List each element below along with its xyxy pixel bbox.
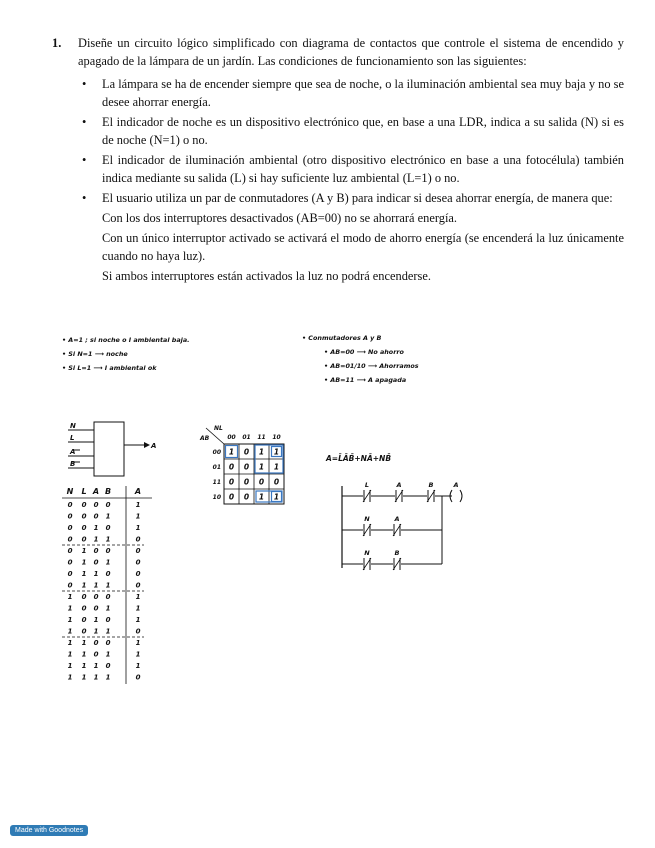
contact (393, 515, 401, 536)
table-cell: 0 (81, 501, 87, 509)
kmap-col-label: 00 (227, 434, 236, 441)
contact (393, 549, 401, 570)
table-cell: 1 (67, 639, 73, 647)
condition-item: • El indicador de noche es un dispositivo electrónico que, en base a una LDR, indica a su salida (N) si es de noche (N=1) o no. (82, 115, 624, 147)
table-cell: 0 (81, 512, 87, 521)
table-cell: 1 (93, 535, 99, 544)
table-cell: 0 (81, 535, 87, 544)
kmap-corner-label: AB (200, 435, 210, 442)
table-cell: 0 (105, 616, 111, 624)
kmap-cell: 1 (273, 492, 280, 502)
contact-label: L (364, 481, 370, 489)
note-line: • AB=01/10 ⟶ Ahorramos (324, 362, 419, 370)
contact-label: A (394, 515, 400, 523)
handwritten-notes-right (302, 331, 419, 387)
table-cell: 1 (93, 616, 99, 624)
table-cell: 1 (135, 593, 141, 601)
table-cell: 0 (105, 593, 111, 601)
table-cell: 0 (93, 593, 99, 601)
table-cell: 1 (105, 512, 111, 521)
contact-label: N (364, 515, 370, 523)
kmap-cell: 0 (243, 447, 250, 457)
input-label: L (70, 434, 75, 442)
kmap-cell: 0 (258, 477, 265, 487)
condition-item: • El usuario utiliza un par de conmutadores (A y B) para indicar si desea ahorrar energía, de manera que: Con los dos interruptores desactivados (AB=00) no se ahorrará energía. Con un único interruptor activado se activará el modo de ahorro energía (se encenderá la luz únicamente cuando no haya luz). Si ambos interruptores están activados la luz no podrá encenderse. (82, 191, 624, 283)
contact (395, 481, 403, 502)
contact (363, 481, 371, 502)
table-cell: 0 (135, 547, 141, 555)
handwritten-notes-left (62, 333, 190, 375)
block-diagram (60, 418, 160, 482)
table-cell: 0 (93, 650, 99, 659)
table-cell: 1 (81, 547, 87, 555)
table-cell: 1 (81, 650, 87, 659)
table-cell: 0 (67, 581, 73, 590)
bullet-icon: • (82, 153, 87, 167)
table-cell: 1 (105, 558, 111, 567)
conditions-list (52, 75, 624, 285)
karnaugh-map (200, 422, 300, 518)
arrow-icon (144, 442, 150, 448)
table-cell: 1 (67, 604, 73, 613)
table-cell: 1 (135, 524, 141, 532)
table-cell: 0 (105, 524, 111, 532)
input-label: A (70, 448, 76, 456)
sub-line: Con los dos interruptores desactivados (AB=00) no se ahorrará energía. (102, 211, 457, 225)
table-cell: 1 (93, 673, 99, 682)
table-cell: 0 (93, 501, 99, 509)
goodnotes-badge: Made with Goodnotes (10, 825, 88, 836)
table-cell: 0 (93, 512, 99, 521)
table-cell: 1 (81, 662, 87, 670)
table-cell: 1 (67, 673, 73, 682)
kmap-cell: 0 (243, 492, 250, 502)
table-cell: 1 (105, 581, 111, 590)
note-line: • Si L=1 ⟶ I ambiental ok (62, 364, 157, 372)
bullet-icon: • (82, 191, 87, 205)
table-cell: 1 (67, 616, 73, 624)
table-cell: 0 (93, 547, 99, 555)
table-cell: 1 (105, 604, 111, 613)
table-cell: 0 (81, 604, 87, 613)
contact-label: A (396, 481, 402, 489)
problem-number: 1. (52, 36, 62, 50)
table-cell: 0 (93, 604, 99, 613)
table-cell: 1 (81, 581, 87, 590)
table-cell: 1 (81, 570, 87, 578)
table-cell: 1 (93, 570, 99, 578)
table-cell: 0 (81, 524, 87, 532)
kmap-cell: 1 (228, 447, 235, 457)
table-cell: 1 (93, 524, 99, 532)
table-cell: 1 (105, 627, 111, 636)
problem-statement (52, 34, 624, 287)
kmap-cell: 0 (243, 462, 250, 472)
table-header: N (66, 487, 74, 496)
table-header: L (81, 487, 87, 496)
kmap-row-label: 10 (212, 494, 221, 501)
ladder-diagram (334, 474, 484, 584)
table-cell: 1 (67, 662, 73, 670)
table-cell: 0 (135, 581, 141, 590)
expression-text: A=L̄ĀB̄+NĀ+NB̄ (326, 454, 392, 463)
table-cell: 1 (135, 616, 141, 624)
input-label: N (70, 422, 76, 430)
contact (363, 549, 371, 570)
table-cell: 1 (105, 673, 111, 682)
problem-intro: Diseñe un circuito lógico simplificado con diagrama de contactos que controle el sistema de encendido y apagado de la lámpara de un jardín. Las condiciones de funcionamiento son las siguientes: (78, 36, 624, 68)
table-header: A (134, 487, 142, 496)
table-cell: 0 (105, 570, 111, 578)
contact-label: B (394, 549, 400, 557)
table-cell: 0 (81, 627, 87, 636)
note-line: • AB=11 ⟶ A apagada (324, 376, 407, 384)
kmap-cell: 0 (243, 477, 250, 487)
kmap-row-label: 00 (212, 449, 221, 456)
contact (427, 481, 435, 502)
table-cell: 0 (67, 501, 73, 509)
table-cell: 1 (135, 604, 141, 613)
kmap-cell: 1 (273, 447, 280, 457)
table-header: A (92, 487, 100, 496)
table-cell: 0 (135, 570, 141, 578)
table-cell: 1 (93, 627, 99, 636)
kmap-cell: 0 (273, 477, 280, 487)
kmap-corner-label: NL (214, 425, 223, 432)
table-cell: 1 (81, 639, 87, 647)
logic-block (94, 422, 124, 476)
table-cell: 0 (81, 616, 87, 624)
table-cell: 0 (67, 547, 73, 555)
coil-label: A (453, 481, 459, 489)
sub-line: Si ambos interruptores están activados la luz no podrá encenderse. (102, 269, 431, 283)
bullet-icon: • (82, 115, 87, 129)
note-title: • Conmutadores A y B (302, 334, 382, 342)
table-cell: 0 (135, 535, 141, 544)
note-line: • A=1 ; si noche o I ambiental baja. (62, 336, 190, 344)
table-cell: 0 (135, 558, 141, 567)
kmap-cell: 1 (258, 462, 265, 472)
table-cell: 0 (105, 547, 111, 555)
condition-item: • El indicador de iluminación ambiental (otro dispositivo electrónico en base a una fotocélula) también indica mediante su salida (L) si hay suficiente luz ambiental (L=1) o no. (82, 153, 624, 185)
table-cell: 0 (93, 639, 99, 647)
kmap-cell: 1 (258, 492, 265, 502)
table-cell: 1 (67, 627, 73, 636)
table-cell: 1 (105, 535, 111, 544)
kmap-cell: 1 (258, 447, 265, 457)
contact-label: B (428, 481, 434, 489)
table-cell: 0 (67, 570, 73, 578)
contact-label: N (364, 549, 370, 557)
truth-table (60, 484, 160, 688)
kmap-col-label: 01 (242, 434, 251, 441)
table-cell: 0 (81, 593, 87, 601)
table-cell: 1 (67, 650, 73, 659)
kmap-col-label: 11 (257, 434, 266, 441)
table-cell: 1 (135, 501, 141, 509)
table-cell: 1 (81, 673, 87, 682)
table-cell: 0 (135, 627, 141, 636)
table-cell: 1 (93, 662, 99, 670)
output-coil (450, 481, 462, 502)
table-cell: 1 (135, 639, 141, 647)
table-cell: 1 (93, 581, 99, 590)
table-cell: 1 (67, 593, 73, 601)
bullet-icon: • (82, 77, 87, 91)
table-cell: 1 (135, 512, 141, 521)
table-cell: 0 (93, 558, 99, 567)
table-cell: 0 (105, 662, 111, 670)
condition-item: • La lámpara se ha de encender siempre que sea de noche, o la iluminación ambiental sea muy baja y no se desee ahorrar energía. (82, 77, 624, 109)
kmap-cell: 0 (228, 477, 235, 487)
kmap-cell: 0 (228, 462, 235, 472)
kmap-row-label: 01 (212, 464, 221, 471)
note-line: • Si N=1 ⟶ noche (62, 350, 128, 358)
sub-line: Con un único interruptor activado se activará el modo de ahorro energía (se encenderá la luz únicamente cuando no haya luz). (102, 231, 624, 263)
kmap-cell: 0 (228, 492, 235, 502)
input-label: B (70, 460, 76, 468)
kmap-cell: 1 (273, 462, 280, 472)
table-cell: 0 (67, 535, 73, 544)
note-line: • AB=00 ⟶ No ahorro (324, 348, 404, 356)
table-cell: 0 (67, 512, 73, 521)
table-cell: 0 (67, 524, 73, 532)
output-label: A (151, 442, 157, 450)
kmap-col-label: 10 (272, 434, 281, 441)
table-cell: 0 (135, 673, 141, 682)
table-cell: 0 (67, 558, 73, 567)
table-cell: 1 (105, 650, 111, 659)
kmap-row-label: 11 (212, 479, 221, 486)
table-cell: 0 (105, 501, 111, 509)
table-cell: 1 (135, 650, 141, 659)
table-cell: 0 (105, 639, 111, 647)
boolean-expression (326, 450, 426, 466)
table-header: B (104, 487, 112, 496)
contact (363, 515, 371, 536)
table-cell: 1 (81, 558, 87, 567)
table-cell: 1 (135, 662, 141, 670)
